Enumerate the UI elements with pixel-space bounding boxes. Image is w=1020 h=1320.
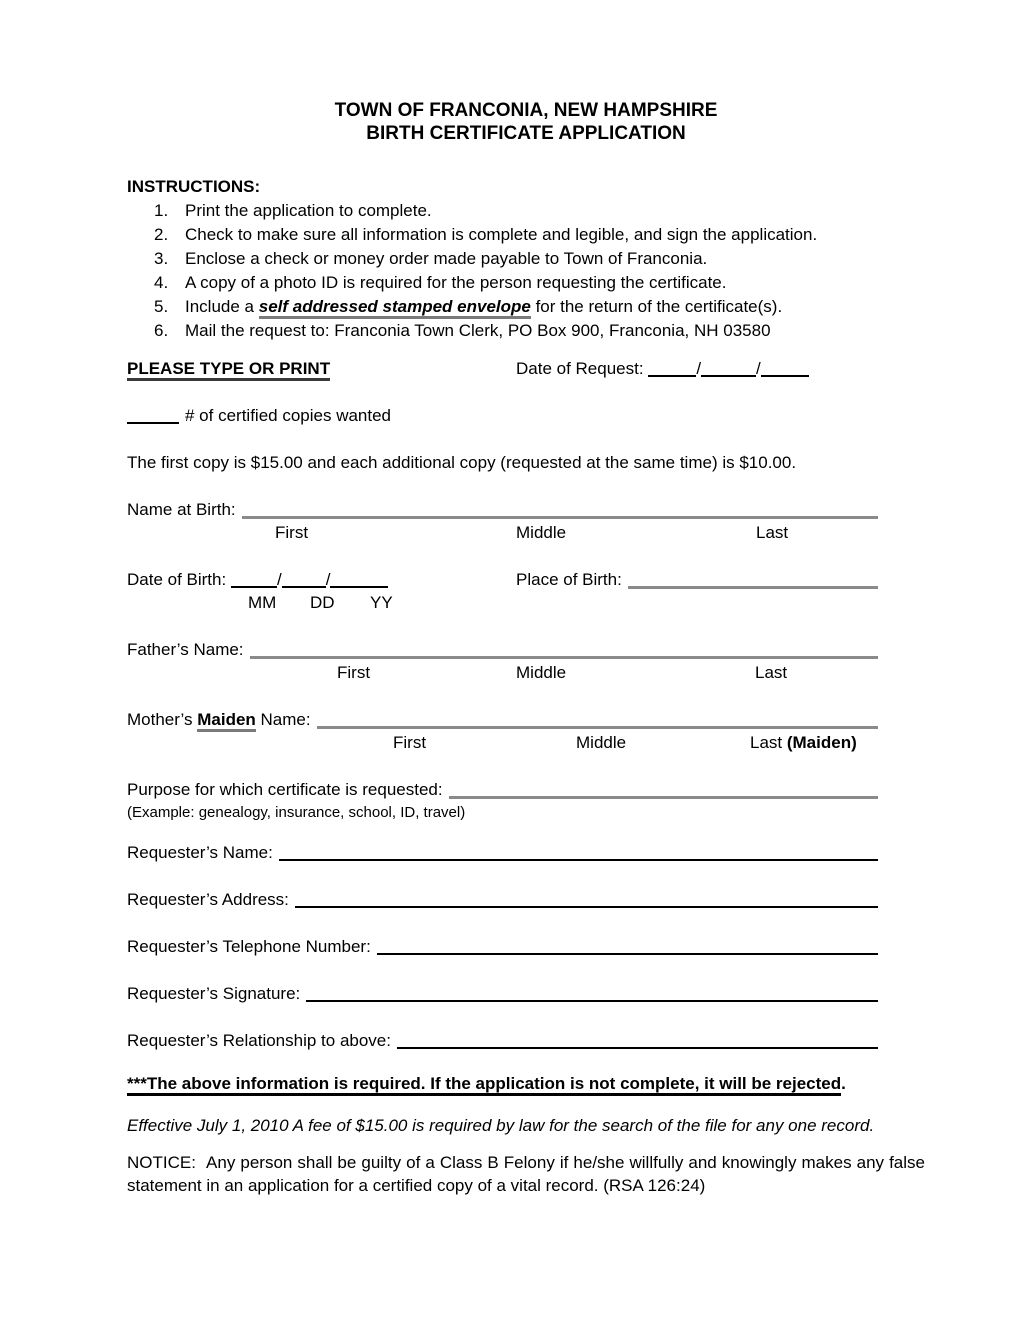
instruction-item-4 (127, 271, 925, 295)
father-name-row (127, 638, 925, 661)
mother-maiden-row (127, 708, 925, 731)
type-or-print-label: PLEASE TYPE OR PRINT (127, 359, 330, 381)
requester-signature-line (306, 982, 878, 1002)
sublabel-middle: Middle (516, 663, 567, 682)
father-name-line (250, 638, 878, 659)
requester-name-label: Requester’s Name: (127, 843, 273, 862)
sublabel-last: Last (755, 663, 788, 682)
requester-name-line (279, 841, 878, 861)
requester-name-row (127, 841, 925, 864)
purpose-label: Purpose for which certificate is requested: (127, 780, 443, 799)
date-of-request (516, 357, 809, 380)
place-of-birth-label: Place of Birth: (516, 570, 622, 589)
document-title (127, 99, 925, 145)
mother-maiden-label: Mother’s Maiden Name: (127, 708, 311, 731)
date-of-request-year-blank (761, 363, 809, 377)
title-line-2: BIRTH CERTIFICATE APPLICATION (366, 123, 686, 144)
birth-month-blank (231, 574, 277, 588)
notice-paragraph: NOTICE: Any person shall be guilty of a Class B Felony if he/she willfully and knowingly makes any false statement in an application for a certified copy of a vital record. (RSA 126:24) (127, 1153, 925, 1195)
purpose-example: (Example: genealogy, insurance, school, ID, travel) (127, 804, 466, 821)
purpose-row (127, 778, 925, 801)
requester-relationship-label: Requester’s Relationship to above: (127, 1031, 391, 1050)
requester-signature-row (127, 982, 925, 1005)
sublabel-middle: Middle (516, 523, 567, 542)
item-text: Enclose a check or money order made payable to Town of Franconia. (185, 249, 708, 268)
instruction-item-5 (127, 295, 925, 319)
item-number: 4. (154, 273, 169, 292)
name-at-birth-sublabels (127, 521, 925, 544)
instruction-item-2 (127, 223, 925, 247)
requester-signature-label: Requester’s Signature: (127, 984, 301, 1003)
item-text: Include a self addressed stamped envelope for the return of the certificate(s). (185, 295, 782, 319)
requester-address-line (295, 888, 878, 908)
sublabel-first: First (275, 523, 309, 542)
requester-address-label: Requester’s Address: (127, 890, 289, 909)
sublabel-last: Last (756, 523, 789, 542)
slash: / (276, 570, 282, 589)
copies-count-blank (127, 410, 179, 424)
required-statement: ***The above information is required. If the application is not complete, it will be rejected. (127, 1072, 925, 1095)
date-of-request-month-blank (648, 363, 696, 377)
name-at-birth-line (242, 498, 878, 519)
instructions-section (127, 175, 925, 343)
title-line-1: TOWN OF FRANCONIA, NEW HAMPSHIRE (334, 100, 718, 121)
maiden-emphasis: Maiden (197, 710, 256, 732)
name-at-birth-label: Name at Birth: (127, 500, 236, 519)
name-at-birth-row (127, 498, 925, 521)
requester-phone-label: Requester’s Telephone Number: (127, 937, 371, 956)
sublabel-first: First (337, 663, 371, 682)
item-number: 2. (154, 225, 169, 244)
place-of-birth-line (628, 568, 878, 589)
requester-relationship-row (127, 1029, 925, 1052)
item-number: 5. (154, 297, 169, 316)
sase-emphasis: self addressed stamped envelope (259, 297, 531, 319)
item-text: A copy of a photo ID is required for the person requesting the certificate. (185, 273, 727, 292)
purpose-line (449, 778, 878, 799)
father-name-label: Father’s Name: (127, 640, 244, 659)
date-of-birth-label: Date of Birth: (127, 570, 227, 589)
mother-maiden-line (317, 708, 878, 729)
item-text: Print the application to complete. (185, 201, 432, 220)
instruction-item-6 (127, 319, 925, 343)
requester-phone-line (377, 935, 878, 955)
slash: / (696, 359, 702, 378)
date-of-request-label: Date of Request: (516, 359, 644, 378)
birth-day-blank (282, 574, 326, 588)
father-name-sublabels (127, 661, 925, 684)
date-of-birth-sublabels (127, 591, 925, 614)
fee-note: The first copy is $15.00 and each additional copy (requested at the same time) is $10.00. (127, 453, 797, 472)
sublabel-dd: DD (310, 593, 335, 612)
place-of-birth (516, 568, 878, 591)
requester-phone-row (127, 935, 925, 958)
effective-note: Effective July 1, 2010 A fee of $15.00 is required by law for the search of the file for any one record. (127, 1116, 875, 1135)
sublabel-middle: Middle (576, 733, 627, 752)
instruction-item-3 (127, 247, 925, 271)
date-of-request-day-blank (701, 363, 756, 377)
item-text: Check to make sure all information is complete and legible, and sign the application. (185, 225, 818, 244)
type-or-print-row (127, 357, 925, 380)
date-of-birth-row (127, 568, 925, 591)
instructions-heading: INSTRUCTIONS: (127, 177, 261, 196)
birth-year-blank (330, 574, 388, 588)
item-number: 6. (154, 321, 169, 340)
slash: / (325, 570, 331, 589)
item-text: Mail the request to: Franconia Town Clerk, PO Box 900, Franconia, NH 03580 (185, 321, 771, 340)
copies-label: # of certified copies wanted (185, 406, 392, 425)
copies-row (127, 404, 925, 427)
mother-maiden-sublabels (127, 731, 925, 754)
sublabel-last-maiden: Last (Maiden) (750, 733, 857, 752)
requester-relationship-line (397, 1029, 878, 1049)
sublabel-yy: YY (370, 593, 393, 612)
item-number: 3. (154, 249, 169, 268)
slash: / (756, 359, 761, 378)
sublabel-first: First (393, 733, 427, 752)
requester-address-row (127, 888, 925, 911)
instruction-item-1 (127, 199, 925, 223)
item-number: 1. (154, 201, 169, 220)
sublabel-mm: MM (248, 593, 277, 612)
